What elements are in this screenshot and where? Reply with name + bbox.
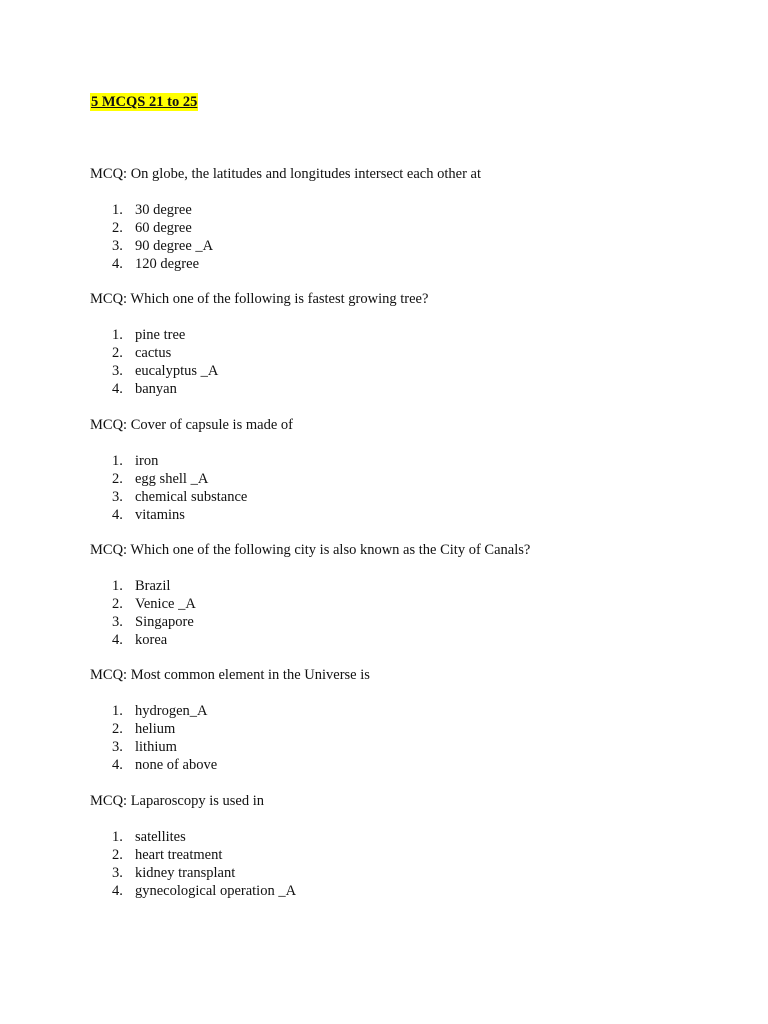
option-number: 4. bbox=[112, 883, 123, 899]
option-text: egg shell _A bbox=[135, 471, 209, 487]
option-number: 4. bbox=[112, 381, 123, 397]
question-block bbox=[90, 541, 710, 648]
option-number: 3. bbox=[112, 238, 123, 254]
option-number: 2. bbox=[112, 847, 123, 863]
question-text: MCQ: Laparoscopy is used in bbox=[90, 793, 264, 809]
document-title: 5 MCQS 21 to 25 bbox=[91, 94, 198, 110]
option-number: 2. bbox=[112, 721, 123, 737]
question-block bbox=[90, 666, 710, 773]
option-number: 3. bbox=[112, 489, 123, 505]
option-text: korea bbox=[135, 632, 168, 648]
question-text: MCQ: Most common element in the Universe is bbox=[90, 667, 370, 683]
option-number: 1. bbox=[112, 829, 123, 845]
question-text: MCQ: Which one of the following city is also known as the City of Canals? bbox=[90, 542, 531, 558]
option-text: lithium bbox=[135, 739, 177, 755]
option-text: 30 degree bbox=[135, 202, 192, 218]
option-text: 60 degree bbox=[135, 220, 192, 236]
option-number: 1. bbox=[112, 453, 123, 469]
option-number: 2. bbox=[112, 596, 123, 612]
question-text: MCQ: Cover of capsule is made of bbox=[90, 417, 293, 433]
option-number: 4. bbox=[112, 632, 123, 648]
option-number: 4. bbox=[112, 507, 123, 523]
option-number: 3. bbox=[112, 363, 123, 379]
option-text: cactus bbox=[135, 345, 172, 361]
option-text: Singapore bbox=[135, 614, 194, 630]
option-text: helium bbox=[135, 721, 176, 737]
option-number: 4. bbox=[112, 757, 123, 773]
option-number: 3. bbox=[112, 865, 123, 881]
option-number: 2. bbox=[112, 220, 123, 236]
question-block bbox=[90, 792, 710, 899]
option-number: 3. bbox=[112, 739, 123, 755]
option-number: 1. bbox=[112, 703, 123, 719]
option-number: 3. bbox=[112, 614, 123, 630]
option-number: 2. bbox=[112, 345, 123, 361]
option-text: 120 degree bbox=[135, 256, 200, 272]
option-number: 1. bbox=[112, 578, 123, 594]
question-block bbox=[90, 165, 710, 272]
question-text: MCQ: On globe, the latitudes and longitudes intersect each other at bbox=[90, 166, 481, 182]
option-text: kidney transplant bbox=[135, 865, 236, 881]
option-number: 1. bbox=[112, 327, 123, 343]
option-text: eucalyptus _A bbox=[135, 363, 219, 379]
option-text: iron bbox=[135, 453, 159, 469]
option-number: 2. bbox=[112, 471, 123, 487]
option-text: Brazil bbox=[135, 578, 171, 594]
question-text: MCQ: Which one of the following is fastest growing tree? bbox=[90, 291, 429, 307]
option-text: chemical substance bbox=[135, 489, 248, 505]
option-text: vitamins bbox=[135, 507, 185, 523]
question-block bbox=[90, 290, 710, 397]
option-number: 1. bbox=[112, 202, 123, 218]
option-number: 4. bbox=[112, 256, 123, 272]
option-text: heart treatment bbox=[135, 847, 223, 863]
option-text: gynecological operation _A bbox=[135, 883, 297, 899]
option-text: Venice _A bbox=[135, 596, 196, 612]
question-block bbox=[90, 416, 710, 523]
option-text: banyan bbox=[135, 381, 177, 397]
option-text: none of above bbox=[135, 757, 218, 773]
option-text: hydrogen_A bbox=[135, 703, 208, 719]
option-text: pine tree bbox=[135, 327, 186, 343]
option-text: satellites bbox=[135, 829, 186, 845]
option-text: 90 degree _A bbox=[135, 238, 214, 254]
